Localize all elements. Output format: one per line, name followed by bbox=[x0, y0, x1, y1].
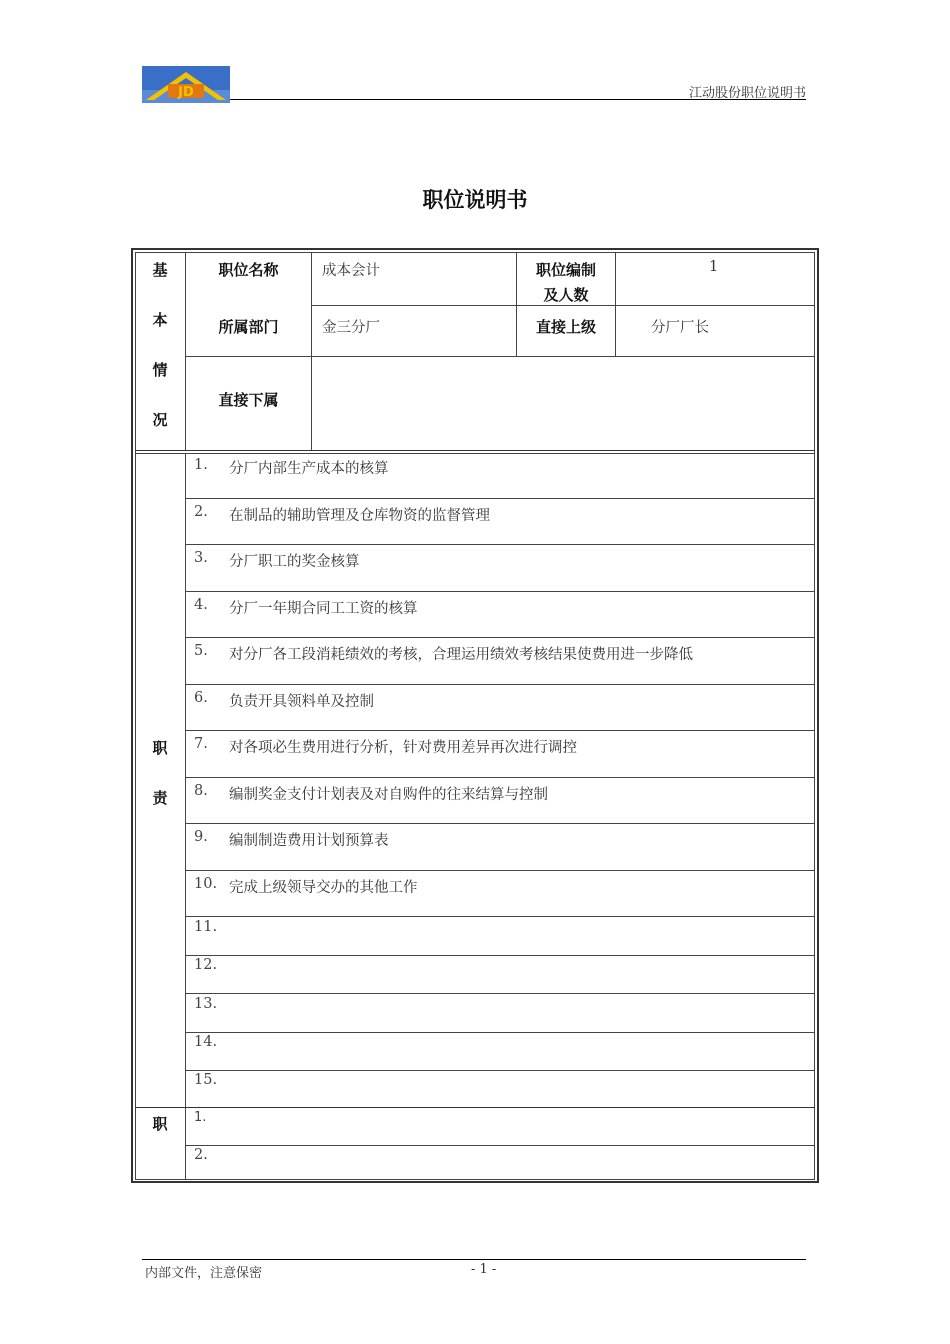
grid-line-h bbox=[185, 356, 815, 357]
grid-line-h bbox=[185, 1145, 815, 1146]
grid-line-h bbox=[135, 1179, 815, 1180]
headcount-label-line1: 职位编制 bbox=[535, 261, 596, 279]
duty-number: 11. bbox=[194, 919, 218, 935]
duty-number: 7. bbox=[194, 736, 208, 752]
grid-line-v bbox=[814, 252, 815, 1179]
confidential-note: 内部文件，注意保密 bbox=[145, 1266, 263, 1281]
grid-line-v bbox=[311, 252, 312, 450]
authority-number: 2. bbox=[194, 1147, 208, 1163]
grid-line-h bbox=[185, 1070, 815, 1071]
grid-line-h bbox=[185, 777, 815, 778]
grid-line-h bbox=[185, 498, 815, 499]
duties-section-char-1: 职 bbox=[152, 739, 168, 757]
duty-number: 3. bbox=[194, 550, 208, 566]
grid-line-v bbox=[185, 252, 186, 450]
duty-number: 10. bbox=[194, 876, 218, 892]
duty-text: 分厂一年期合同工工资的核算 bbox=[229, 601, 418, 617]
duty-number: 14. bbox=[194, 1034, 218, 1050]
duty-text: 对各项必生费用进行分析，针对费用差异再次进行调控 bbox=[229, 740, 577, 756]
basic-section-char-2: 本 bbox=[152, 311, 168, 329]
footer-divider bbox=[142, 1259, 806, 1260]
basic-section-char-1: 基 bbox=[152, 261, 168, 279]
logo-letters: JD bbox=[178, 85, 194, 100]
duty-number: 4. bbox=[194, 597, 208, 613]
subordinate-label: 直接下属 bbox=[218, 391, 279, 409]
supervisor-label: 直接上级 bbox=[535, 318, 596, 336]
grid-line-h bbox=[185, 730, 815, 731]
grid-line-h bbox=[135, 453, 815, 454]
position-name-value: 成本会计 bbox=[322, 263, 380, 279]
grid-line-h bbox=[185, 955, 815, 956]
duty-text: 分厂职工的奖金核算 bbox=[229, 554, 360, 570]
grid-line-h bbox=[185, 544, 815, 545]
duty-number: 2. bbox=[194, 504, 208, 520]
company-logo bbox=[142, 66, 230, 103]
headcount-label-line2: 及人数 bbox=[543, 286, 589, 304]
duty-number: 8. bbox=[194, 783, 208, 799]
duty-text: 负责开具领料单及控制 bbox=[229, 694, 374, 710]
grid-line-h bbox=[185, 1032, 815, 1033]
duty-text: 分厂内部生产成本的核算 bbox=[229, 461, 389, 477]
grid-line-h bbox=[185, 684, 815, 685]
grid-line-h bbox=[185, 993, 815, 994]
grid-line-v bbox=[135, 252, 136, 1179]
duty-text: 编制奖金支付计划表及对自购件的往来结算与控制 bbox=[229, 787, 548, 803]
authority-section-label: 职 bbox=[152, 1115, 168, 1133]
authority-number: 1. bbox=[194, 1110, 207, 1125]
duty-number: 13. bbox=[194, 996, 218, 1012]
duty-number: 12. bbox=[194, 957, 218, 973]
basic-section-char-4: 况 bbox=[152, 411, 168, 429]
page-number: - 1 - bbox=[471, 1262, 497, 1277]
page-title: 职位说明书 bbox=[422, 188, 528, 212]
basic-section-char-3: 情 bbox=[152, 361, 168, 379]
duty-text: 完成上级领导交办的其他工作 bbox=[229, 880, 418, 896]
grid-line-h bbox=[135, 1107, 815, 1108]
grid-line-h bbox=[185, 916, 815, 917]
duty-number: 1. bbox=[194, 457, 208, 473]
position-name-label: 职位名称 bbox=[218, 261, 279, 279]
department-value: 金三分厂 bbox=[322, 320, 380, 336]
duty-text: 在制品的辅助管理及仓库物资的监督管理 bbox=[229, 508, 490, 524]
duty-number: 9. bbox=[194, 829, 208, 845]
grid-line-h bbox=[185, 870, 815, 871]
grid-line-h bbox=[185, 637, 815, 638]
header-divider bbox=[230, 99, 806, 100]
grid-line-h bbox=[135, 450, 815, 451]
duty-number: 6. bbox=[194, 690, 208, 706]
duty-number: 15. bbox=[194, 1072, 218, 1088]
grid-line-h bbox=[311, 305, 815, 306]
duty-text: 编制制造费用计划预算表 bbox=[229, 833, 389, 849]
grid-line-h bbox=[185, 823, 815, 824]
grid-line-h bbox=[185, 591, 815, 592]
duty-number: 5. bbox=[194, 643, 208, 659]
supervisor-value: 分厂厂长 bbox=[651, 320, 709, 336]
department-label: 所属部门 bbox=[218, 318, 279, 336]
headcount-value: 1 bbox=[709, 259, 719, 275]
duties-section-char-2: 责 bbox=[152, 789, 168, 807]
header-document-name: 江动股份职位说明书 bbox=[688, 86, 806, 101]
duty-text: 对分厂各工段消耗绩效的考核，合理运用绩效考核结果使费用进一步降低 bbox=[229, 647, 693, 663]
grid-line-h bbox=[135, 252, 815, 253]
